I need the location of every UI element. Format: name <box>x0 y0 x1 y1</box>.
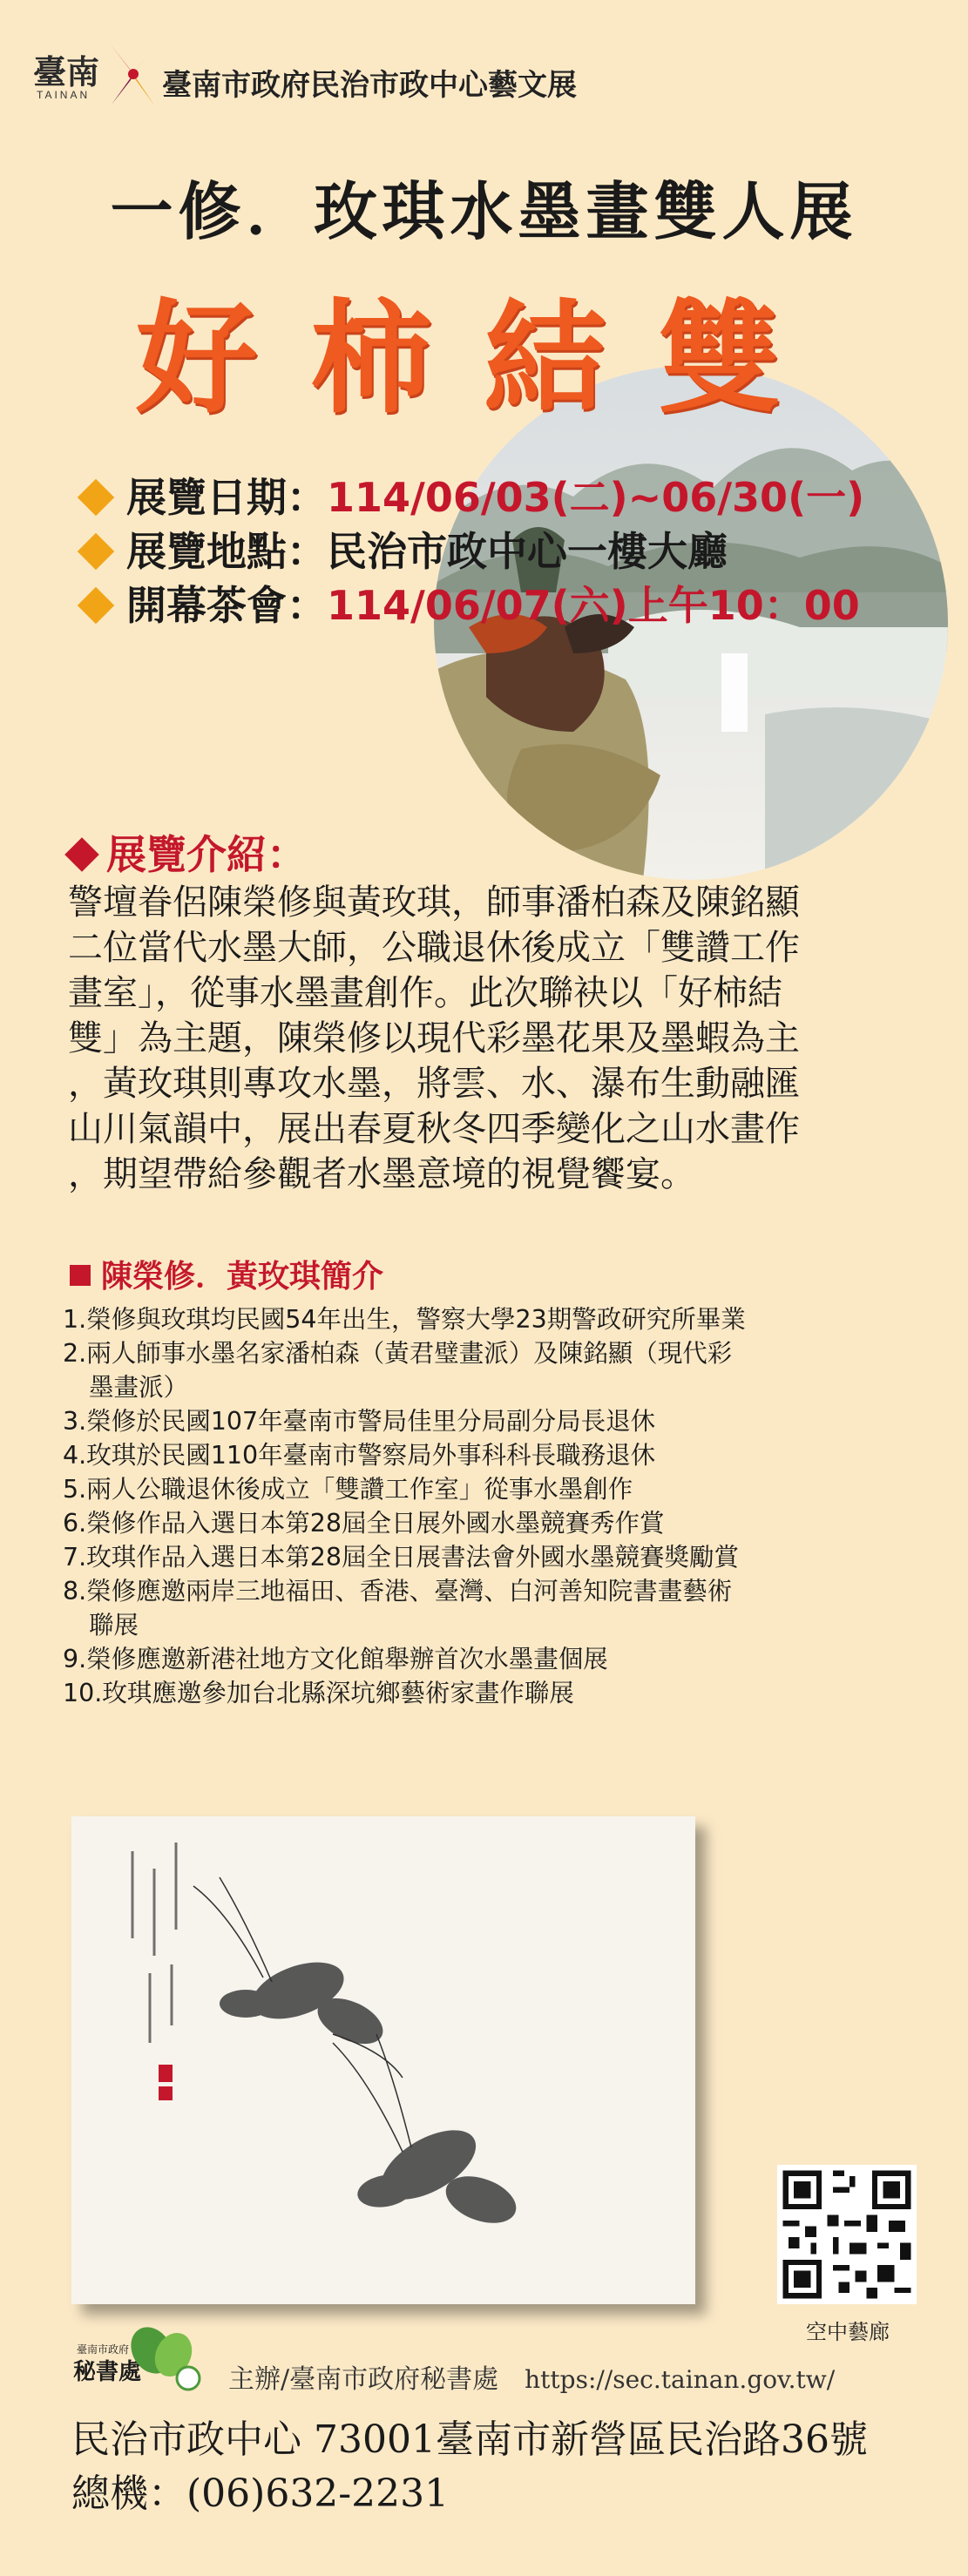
info-opening-value: 114/06/07(六)上午10：00 <box>327 582 860 629</box>
intro-heading <box>70 823 307 881</box>
info-date-value: 114/06/03(二)~06/30(一) <box>327 474 865 521</box>
bio-list <box>63 1302 925 1710</box>
bio-item: 1.榮修與玫琪均民國54年出生，警察大學23期警政研究所畢業 <box>63 1305 746 1334</box>
exhibition-title: 一修．玫琪水墨畫雙人展 <box>110 175 858 248</box>
organizer-text: 主辦/臺南市政府秘書處 <box>228 2364 499 2395</box>
logo-subtext: TAINAN <box>37 89 91 101</box>
info-venue-value: 民治市政中心一樓大廳 <box>327 528 728 575</box>
bio-item: 4.玫琪於民國110年臺南市警察局外事科科長職務退休 <box>63 1441 656 1470</box>
qr-label: 空中藝廊 <box>806 2320 890 2344</box>
intro-line: 警壇眷侶陳榮修與黃玫琪，師事潘柏森及陳銘顯 <box>68 882 800 923</box>
tainan-flower-icon <box>103 35 164 113</box>
intro-heading-text: 展覽介紹： <box>106 831 307 878</box>
tainan-logo <box>30 35 160 113</box>
info-venue-label: 展覽地點： <box>126 528 327 575</box>
diamond-bullet-icon <box>78 532 114 569</box>
diamond-bullet-icon <box>78 586 114 623</box>
phone-number: 總機：(06)632-2231 <box>71 2471 450 2516</box>
organizer-line <box>228 2357 835 2396</box>
bio-item: 3.榮修於民國107年臺南市警局佳里分局副分局長退休 <box>63 1407 656 1436</box>
info-venue <box>83 520 919 578</box>
address: 民治市政中心 73001臺南市新營區民治路36號 <box>71 2417 868 2462</box>
intro-line: 畫室」，從事水墨畫創作。此次聯袂以「好柿結 <box>68 973 782 1013</box>
intro-body <box>68 880 904 1197</box>
bio-item: 9.榮修應邀新港社地方文化館舉辦首次水墨畫個展 <box>63 1645 608 1673</box>
exhibition-subtitle: 好柿結雙 <box>135 287 833 430</box>
red-square-icon <box>70 1265 91 1286</box>
info-date-label: 展覽日期： <box>126 474 327 521</box>
bio-item: 2.兩人師事水墨名家潘柏森（黃君璧畫派）及陳銘顯（現代彩 <box>63 1339 733 1368</box>
bio-item: 6.榮修作品入選日本第28屆全日展外國水墨競賽秀作賞 <box>63 1509 665 1538</box>
intro-line: 山川氣韻中，展出春夏秋冬四季變化之山水畫作 <box>68 1109 800 1149</box>
intro-line: 雙」為主題，陳榮修以現代彩墨花果及墨蝦為主 <box>68 1018 800 1058</box>
shrimp-painting-image <box>71 1816 695 2304</box>
secretariat-logo <box>73 2324 213 2396</box>
bio-item-continuation: 聯展 <box>89 1611 139 1640</box>
info-opening <box>83 574 919 632</box>
info-opening-label: 開幕茶會： <box>126 582 327 629</box>
secretariat-logo-top: 臺南市政府 <box>77 2343 130 2356</box>
bio-item: 5.兩人公職退休後成立「雙讚工作室」從事水墨創作 <box>63 1475 633 1504</box>
diamond-bullet-icon <box>78 478 114 515</box>
bio-item-continuation: 墨畫派） <box>89 1373 189 1402</box>
info-date <box>83 466 919 524</box>
logo-text: 臺南 <box>33 52 100 91</box>
red-diamond-icon <box>64 837 99 872</box>
bio-heading-text: 陳榮修．黃玫琪簡介 <box>101 1259 384 1295</box>
header-title: 臺南市政府民治市政中心藝文展 <box>162 68 577 103</box>
bio-heading <box>70 1252 383 1296</box>
intro-line: 二位當代水墨大師，公職退休後成立「雙讚工作 <box>68 928 800 968</box>
qr-code-image[interactable] <box>777 2165 917 2304</box>
bio-item: 8.榮修應邀兩岸三地福田、香港、臺灣、白河善知院書畫藝術 <box>63 1577 733 1606</box>
intro-line: ，黃玫琪則專攻水墨，將雲、水、瀑布生動融匯 <box>68 1064 800 1104</box>
bio-item: 7.玫琪作品入選日本第28屆全日展書法會外國水墨競賽獎勵賞 <box>63 1543 739 1572</box>
secretariat-logo-text: 秘書處 <box>73 2359 142 2385</box>
leaf-icon <box>125 2324 204 2394</box>
intro-line: ，期望帶給參觀者水墨意境的視覺饗宴。 <box>68 1154 695 1194</box>
website-link[interactable]: https://sec.tainan.gov.tw/ <box>525 2365 836 2394</box>
header <box>30 35 936 122</box>
bio-item: 10.玫琪應邀參加台北縣深坑鄉藝術家畫作聯展 <box>63 1679 574 1707</box>
